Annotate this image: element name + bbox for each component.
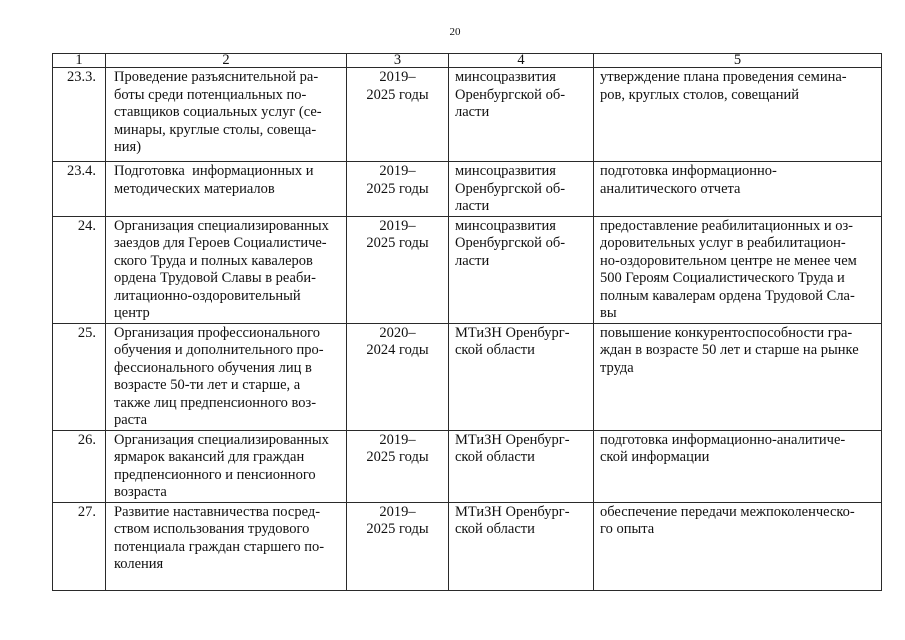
executor-cell: минсоцразвития Оренбургской об- ласти	[449, 68, 594, 162]
row-number-cell: 27.	[53, 502, 106, 590]
description-cell: Подготовка информационных и методических материалов	[106, 162, 347, 217]
executor-cell: МТиЗН Оренбург- ской области	[449, 323, 594, 430]
column-header-3: 3	[347, 54, 449, 68]
description-cell: Организация специализированных ярмарок вакансий для граждан предпенсионного и пенсионного возраста	[106, 430, 347, 502]
table-row	[53, 68, 882, 162]
result-cell: утверждение плана проведения семина- ров, круглых столов, совещаний	[594, 68, 882, 162]
row-number-cell: 24.	[53, 216, 106, 323]
table-row	[53, 323, 882, 430]
description-cell: Проведение разъяснительной ра- боты среди потенциальных по- ставщиков социальных услуг (се- минары, круглые столы, совеща- ния)	[106, 68, 347, 162]
period-cell: 2020– 2024 годы	[347, 323, 449, 430]
period-cell: 2019– 2025 годы	[347, 430, 449, 502]
result-cell: повышение конкурентоспособности гра- ждан в возрасте 50 лет и старше на рынке труда	[594, 323, 882, 430]
result-cell: подготовка информационно- аналитического отчета	[594, 162, 882, 217]
period-cell: 2019– 2025 годы	[347, 162, 449, 217]
header-row	[53, 54, 882, 68]
column-header-5: 5	[594, 54, 882, 68]
column-header-1: 1	[53, 54, 106, 68]
row-number-cell: 26.	[53, 430, 106, 502]
period-cell: 2019– 2025 годы	[347, 216, 449, 323]
executor-cell: МТиЗН Оренбург- ской области	[449, 502, 594, 590]
column-header-2: 2	[106, 54, 347, 68]
table-row	[53, 216, 882, 323]
executor-cell: МТиЗН Оренбург- ской области	[449, 430, 594, 502]
result-cell: подготовка информационно-аналитиче- ской информации	[594, 430, 882, 502]
row-number-cell: 23.4.	[53, 162, 106, 217]
description-cell: Организация специализированных заездов для Героев Социалистиче- ского Труда и полных кавалеров ордена Трудовой Славы в реаби- литационно-оздоровительный центр	[106, 216, 347, 323]
description-cell: Организация профессионального обучения и дополнительного про- фессионального обучения лиц в возрасте 50-ти лет и старше, а также лиц предпенсионного воз- раста	[106, 323, 347, 430]
table-row	[53, 162, 882, 217]
description-cell: Развитие наставничества посред- ством использования трудового потенциала граждан старшего по- коления	[106, 502, 347, 590]
table-row	[53, 430, 882, 502]
row-number-cell: 23.3.	[53, 68, 106, 162]
page-number: 20	[449, 26, 461, 38]
row-number-cell: 25.	[53, 323, 106, 430]
period-cell: 2019– 2025 годы	[347, 502, 449, 590]
result-cell: обеспечение передачи межпоколенческо- го опыта	[594, 502, 882, 590]
period-cell: 2019– 2025 годы	[347, 68, 449, 162]
executor-cell: минсоцразвития Оренбургской об- ласти	[449, 162, 594, 217]
result-cell: предоставление реабилитационных и оз- доровительных услуг в реабилитацион- но-оздоровительном центре не менее чем 500 Героям Социалистического Труда и полным кавалерам ордена Трудовой Сла- вы	[594, 216, 882, 323]
table-row	[53, 502, 882, 590]
plan-table	[52, 53, 882, 591]
column-header-4: 4	[449, 54, 594, 68]
executor-cell: минсоцразвития Оренбургской об- ласти	[449, 216, 594, 323]
